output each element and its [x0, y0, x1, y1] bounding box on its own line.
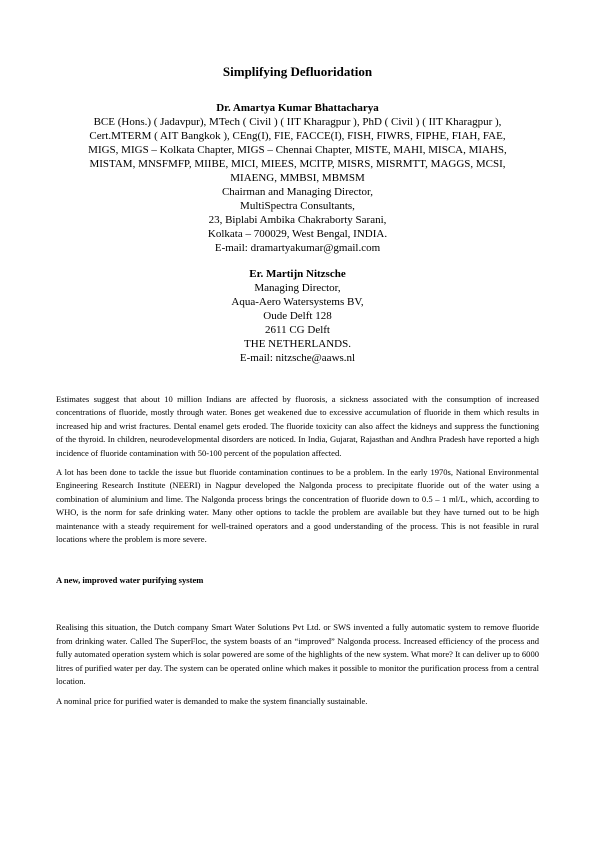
author-address-line: 23, Biplabi Ambika Chakraborty Sarani, [208, 214, 387, 226]
author-email: E-mail: dramartyakumar@gmail.com [214, 242, 381, 254]
section-heading: A new, improved water purifying system [56, 575, 204, 586]
author-block-1 [56, 101, 539, 255]
author-credentials-line: BCE (Hons.) ( Jadavpur), MTech ( Civil ) ( IIT Kharagpur ), PhD ( Civil ) ( IIT Kharagpur ), [93, 116, 502, 128]
author-name: Er. Martijn Nitzsche [249, 268, 346, 280]
author-block-2 [56, 267, 539, 365]
author-address-line: THE NETHERLANDS. [244, 338, 351, 350]
author-credentials-line: MIGS, MIGS – Kolkata Chapter, MIGS – Chennai Chapter, MISTE, MAHI, MISCA, MIAHS, [88, 144, 507, 156]
author-position: Chairman and Managing Director, [221, 186, 374, 198]
author-credentials-line: MISTAM, MNSFMFP, MIIBE, MICI, MIEES, MCITP, MISRS, MISRMTT, MAGGS, MCSI, [89, 158, 506, 170]
author-email: E-mail: nitzsche@aaws.nl [239, 352, 356, 364]
body-paragraph: Estimates suggest that about 10 million Indians are affected by fluorosis, a sickness associated with the consumption of increased concentrations of fluoride, mostly through water. Bones get weakened due to excessive accumulation of fluoride in them which results in increased hip and wrist fractures. Dental enamel gets eroded. The fluoride toxicity can also affect the kidneys and suppress the functioning of the thyroid. In children, neurodevelopmental disorders are noticed. In India, Gujarat, Rajasthan and Andhra Pradesh have reported a high incidence of fluoride contamination with 50-100 percent of the population affected. [56, 394, 539, 458]
author-credentials-line: Cert.MTERM ( AIT Bangkok ), CEng(I), FIE, FACCE(I), FISH, FIWRS, FIPHE, FIAH, FAE, [89, 130, 506, 142]
body-paragraph: A nominal price for purified water is demanded to make the system financially sustainable. [56, 695, 368, 706]
author-address-line: Kolkata – 700029, West Bengal, INDIA. [207, 228, 388, 240]
author-organization: Aqua-Aero Watersystems BV, [231, 296, 364, 308]
author-position: Managing Director, [254, 282, 341, 294]
author-address-line: 2611 CG Delft [265, 324, 330, 336]
body-paragraph: A lot has been done to tackle the issue but fluoride contamination continues to be a problem. In the early 1970s, National Environmental Engineering Research Institute (NEERI) in Nagpur developed the Nalgonda process to precipitate fluoride out of the water using a combination of aluminium and lime. The Nalgonda process brings the concentration of fluoride down to 0.5 – 1 ml/L, which, according to WHO, is the norm for safe drinking water. Many other options to tackle the problem are available but they have turned out to be high maintenance with a steady requirement for well-trained operators and a good understanding of the process. This is not feasible in rural locations where the problem is more severe. [56, 467, 539, 545]
author-address-line: Oude Delft 128 [263, 310, 332, 322]
author-name: Dr. Amartya Kumar Bhattacharya [216, 102, 379, 114]
document-title: Simplifying Defluoridation [222, 64, 373, 79]
body-paragraph: Realising this situation, the Dutch company Smart Water Solutions Pvt Ltd. or SWS invented a fully automatic system to remove fluoride from drinking water. Called The SuperFloc, the system boasts of an “improved” Nalgonda process. Increased efficiency of the process and fully automated operation system which is solar powered are some of the highlights of the new system. What more? It can deliver up to 6000 litres of purified water per day. The system can be operated online which makes it possible to monitor the purification process from a central location. [56, 622, 539, 687]
author-credentials-line: MIAENG, MMBSI, MBMSM [230, 172, 365, 184]
author-organization: MultiSpectra Consultants, [240, 200, 355, 212]
